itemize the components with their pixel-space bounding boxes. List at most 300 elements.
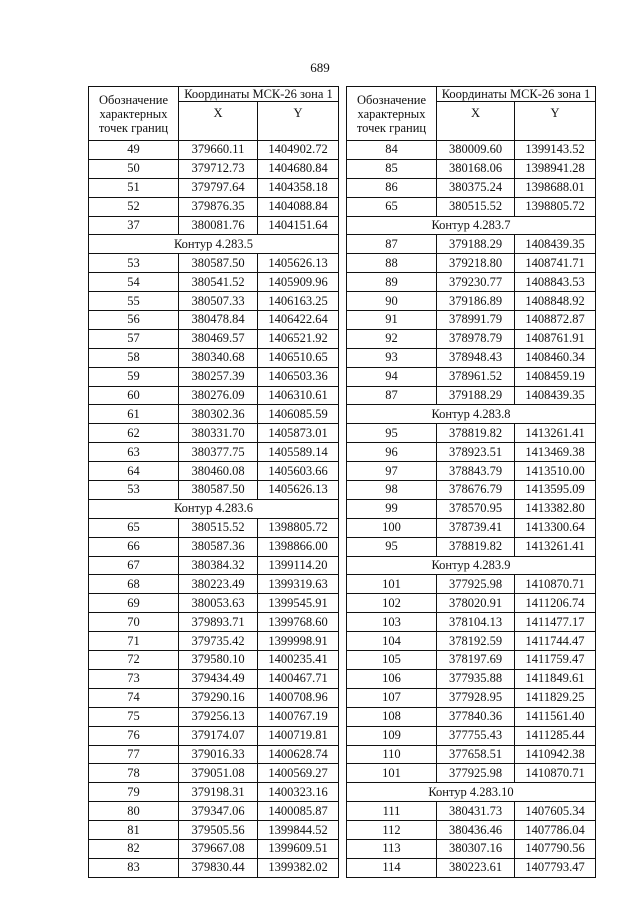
- point-number: 65: [347, 197, 437, 216]
- x-coordinate: 378739.41: [437, 518, 515, 537]
- table-row: [347, 518, 596, 537]
- point-number: 86: [347, 178, 437, 197]
- x-coordinate: 380257.39: [179, 367, 258, 386]
- table-row: [347, 292, 596, 311]
- y-coordinate: 1399998.91: [258, 632, 339, 651]
- table-row: [89, 821, 339, 840]
- table-row: [89, 443, 339, 462]
- x-coordinate: 379256.13: [179, 707, 258, 726]
- x-coordinate: 380081.76: [179, 216, 258, 235]
- point-number: 58: [89, 348, 179, 367]
- table-row: [89, 594, 339, 613]
- point-number: 62: [89, 424, 179, 443]
- point-number: 67: [89, 556, 179, 575]
- contour-row: [347, 216, 596, 235]
- table-row: [89, 178, 339, 197]
- point-number: 98: [347, 481, 437, 500]
- table-row: [89, 575, 339, 594]
- table-row: [89, 688, 339, 707]
- x-coordinate: 380302.36: [179, 405, 258, 424]
- table-row: [89, 764, 339, 783]
- x-coordinate: 378819.82: [437, 424, 515, 443]
- table-row: [89, 802, 339, 821]
- point-number: 104: [347, 632, 437, 651]
- y-coordinate: 1413595.09: [515, 481, 596, 500]
- x-coordinate: 380009.60: [437, 141, 515, 160]
- y-coordinate: 1408439.35: [515, 386, 596, 405]
- x-coordinate: 380469.57: [179, 329, 258, 348]
- y-coordinate: 1408741.71: [515, 254, 596, 273]
- y-coordinate: 1411849.61: [515, 669, 596, 688]
- x-coordinate: 380431.73: [437, 802, 515, 821]
- y-coordinate: 1410870.71: [515, 575, 596, 594]
- point-number: 96: [347, 443, 437, 462]
- table-row: [347, 613, 596, 632]
- x-coordinate: 379230.77: [437, 273, 515, 292]
- point-number: 81: [89, 821, 179, 840]
- header-coordinates: Координаты МСК-26 зона 1: [437, 87, 596, 102]
- contour-row: [347, 556, 596, 575]
- y-coordinate: 1406085.59: [258, 405, 339, 424]
- y-coordinate: 1398941.28: [515, 159, 596, 178]
- x-coordinate: 377840.36: [437, 707, 515, 726]
- table-row: [347, 424, 596, 443]
- point-number: 87: [347, 386, 437, 405]
- contour-row: [89, 499, 339, 518]
- table-row: [89, 462, 339, 481]
- x-coordinate: 378843.79: [437, 462, 515, 481]
- y-coordinate: 1411285.44: [515, 726, 596, 745]
- y-coordinate: 1411829.25: [515, 688, 596, 707]
- table-row: [347, 802, 596, 821]
- x-coordinate: 378991.79: [437, 311, 515, 330]
- y-coordinate: 1404680.84: [258, 159, 339, 178]
- table-row: [347, 745, 596, 764]
- table-row: [89, 613, 339, 632]
- point-number: 94: [347, 367, 437, 386]
- table-row: [89, 424, 339, 443]
- y-coordinate: 1400235.41: [258, 651, 339, 670]
- y-coordinate: 1413300.64: [515, 518, 596, 537]
- x-coordinate: 379188.29: [437, 386, 515, 405]
- point-number: 63: [89, 443, 179, 462]
- x-coordinate: 379667.08: [179, 839, 258, 858]
- y-coordinate: 1405626.13: [258, 481, 339, 500]
- y-coordinate: 1413469.38: [515, 443, 596, 462]
- y-coordinate: 1400467.71: [258, 669, 339, 688]
- contour-row: [347, 783, 596, 802]
- point-number: 112: [347, 821, 437, 840]
- x-coordinate: 380168.06: [437, 159, 515, 178]
- y-coordinate: 1406521.92: [258, 329, 339, 348]
- x-coordinate: 380587.36: [179, 537, 258, 556]
- point-number: 101: [347, 764, 437, 783]
- x-coordinate: 379660.11: [179, 141, 258, 160]
- x-coordinate: 380478.84: [179, 311, 258, 330]
- y-coordinate: 1405909.96: [258, 273, 339, 292]
- table-row: [347, 273, 596, 292]
- y-coordinate: 1405603.66: [258, 462, 339, 481]
- contour-row: [89, 235, 339, 254]
- contour-label: Контур 4.283.5: [89, 235, 339, 254]
- page-number: 689: [310, 60, 330, 75]
- table-row: [89, 329, 339, 348]
- point-number: 49: [89, 141, 179, 160]
- x-coordinate: 377925.98: [437, 575, 515, 594]
- point-number: 99: [347, 499, 437, 518]
- x-coordinate: 377935.88: [437, 669, 515, 688]
- point-number: 56: [89, 311, 179, 330]
- x-coordinate: 380223.49: [179, 575, 258, 594]
- point-number: 83: [89, 858, 179, 877]
- point-number: 66: [89, 537, 179, 556]
- y-coordinate: 1398866.00: [258, 537, 339, 556]
- point-number: 71: [89, 632, 179, 651]
- point-number: 90: [347, 292, 437, 311]
- x-coordinate: 378961.52: [437, 367, 515, 386]
- point-number: 68: [89, 575, 179, 594]
- point-number: 50: [89, 159, 179, 178]
- point-number: 105: [347, 651, 437, 670]
- table-row: [347, 688, 596, 707]
- x-coordinate: 379712.73: [179, 159, 258, 178]
- y-coordinate: 1406163.25: [258, 292, 339, 311]
- y-coordinate: 1399319.63: [258, 575, 339, 594]
- point-number: 88: [347, 254, 437, 273]
- point-number: 80: [89, 802, 179, 821]
- y-coordinate: 1411477.17: [515, 613, 596, 632]
- x-coordinate: 377928.95: [437, 688, 515, 707]
- y-coordinate: 1406510.65: [258, 348, 339, 367]
- x-coordinate: 379218.80: [437, 254, 515, 273]
- table-row: [89, 669, 339, 688]
- x-coordinate: 380515.52: [437, 197, 515, 216]
- y-coordinate: 1404902.72: [258, 141, 339, 160]
- table-row: [347, 348, 596, 367]
- point-number: 51: [89, 178, 179, 197]
- point-number: 53: [89, 481, 179, 500]
- point-number: 97: [347, 462, 437, 481]
- y-coordinate: 1407786.04: [515, 821, 596, 840]
- table-row: [89, 518, 339, 537]
- table-row: [89, 726, 339, 745]
- point-number: 102: [347, 594, 437, 613]
- table-body-left: [89, 141, 339, 878]
- header-coordinates: Координаты МСК-26 зона 1: [179, 87, 339, 102]
- point-number: 95: [347, 537, 437, 556]
- contour-label: Контур 4.283.10: [347, 783, 596, 802]
- x-coordinate: 377658.51: [437, 745, 515, 764]
- table-row: [347, 651, 596, 670]
- table-row: [347, 197, 596, 216]
- table-row: [347, 254, 596, 273]
- table-row: [89, 632, 339, 651]
- y-coordinate: 1399143.52: [515, 141, 596, 160]
- point-number: 111: [347, 802, 437, 821]
- point-number: 73: [89, 669, 179, 688]
- y-coordinate: 1398688.01: [515, 178, 596, 197]
- y-coordinate: 1399844.52: [258, 821, 339, 840]
- table-row: [89, 386, 339, 405]
- x-coordinate: 379830.44: [179, 858, 258, 877]
- x-coordinate: 378676.79: [437, 481, 515, 500]
- y-coordinate: 1408761.91: [515, 329, 596, 348]
- table-row: [89, 481, 339, 500]
- x-coordinate: 379188.29: [437, 235, 515, 254]
- x-coordinate: 380340.68: [179, 348, 258, 367]
- x-coordinate: 380375.24: [437, 178, 515, 197]
- y-coordinate: 1413261.41: [515, 424, 596, 443]
- table-row: [89, 311, 339, 330]
- point-number: 61: [89, 405, 179, 424]
- x-coordinate: 379016.33: [179, 745, 258, 764]
- x-coordinate: 378923.51: [437, 443, 515, 462]
- y-coordinate: 1411561.40: [515, 707, 596, 726]
- x-coordinate: 379198.31: [179, 783, 258, 802]
- x-coordinate: 380307.16: [437, 839, 515, 858]
- y-coordinate: 1408848.92: [515, 292, 596, 311]
- table-row: [89, 556, 339, 575]
- x-coordinate: 380053.63: [179, 594, 258, 613]
- y-coordinate: 1407790.56: [515, 839, 596, 858]
- y-coordinate: 1410942.38: [515, 745, 596, 764]
- x-coordinate: 379290.16: [179, 688, 258, 707]
- point-number: 110: [347, 745, 437, 764]
- point-number: 75: [89, 707, 179, 726]
- header-x: X: [437, 102, 515, 141]
- y-coordinate: 1407793.47: [515, 858, 596, 877]
- table-row: [89, 707, 339, 726]
- y-coordinate: 1404151.64: [258, 216, 339, 235]
- y-coordinate: 1406422.64: [258, 311, 339, 330]
- x-coordinate: 378192.59: [437, 632, 515, 651]
- y-coordinate: 1405873.01: [258, 424, 339, 443]
- x-coordinate: 380223.61: [437, 858, 515, 877]
- table-row: [347, 575, 596, 594]
- y-coordinate: 1407605.34: [515, 802, 596, 821]
- point-number: 79: [89, 783, 179, 802]
- x-coordinate: 379580.10: [179, 651, 258, 670]
- point-number: 53: [89, 254, 179, 273]
- x-coordinate: 378104.13: [437, 613, 515, 632]
- point-number: 107: [347, 688, 437, 707]
- table-row: [347, 329, 596, 348]
- point-number: 60: [89, 386, 179, 405]
- x-coordinate: 380587.50: [179, 481, 258, 500]
- point-number: 106: [347, 669, 437, 688]
- table-row: [347, 594, 596, 613]
- y-coordinate: 1398805.72: [515, 197, 596, 216]
- table-row: [347, 726, 596, 745]
- table-row: [347, 481, 596, 500]
- header-y: Y: [515, 102, 596, 141]
- y-coordinate: 1399114.20: [258, 556, 339, 575]
- point-number: 84: [347, 141, 437, 160]
- x-coordinate: 378948.43: [437, 348, 515, 367]
- table-row: [347, 367, 596, 386]
- x-coordinate: 380377.75: [179, 443, 258, 462]
- point-number: 70: [89, 613, 179, 632]
- table-row: [89, 367, 339, 386]
- x-coordinate: 377755.43: [437, 726, 515, 745]
- x-coordinate: 379174.07: [179, 726, 258, 745]
- y-coordinate: 1405626.13: [258, 254, 339, 273]
- y-coordinate: 1405589.14: [258, 443, 339, 462]
- x-coordinate: 380541.52: [179, 273, 258, 292]
- point-number: 37: [89, 216, 179, 235]
- point-number: 93: [347, 348, 437, 367]
- y-coordinate: 1400767.19: [258, 707, 339, 726]
- point-number: 57: [89, 329, 179, 348]
- point-number: 91: [347, 311, 437, 330]
- table-row: [347, 178, 596, 197]
- x-coordinate: 378819.82: [437, 537, 515, 556]
- y-coordinate: 1398805.72: [258, 518, 339, 537]
- point-number: 74: [89, 688, 179, 707]
- y-coordinate: 1408460.34: [515, 348, 596, 367]
- table-row: [347, 311, 596, 330]
- y-coordinate: 1413510.00: [515, 462, 596, 481]
- point-number: 54: [89, 273, 179, 292]
- y-coordinate: 1399545.91: [258, 594, 339, 613]
- table-row: [347, 764, 596, 783]
- y-coordinate: 1400708.96: [258, 688, 339, 707]
- y-coordinate: 1408439.35: [515, 235, 596, 254]
- table-row: [347, 839, 596, 858]
- table-row: [347, 821, 596, 840]
- table-row: [347, 858, 596, 877]
- point-number: 114: [347, 858, 437, 877]
- contour-label: Контур 4.283.7: [347, 216, 596, 235]
- point-number: 82: [89, 839, 179, 858]
- table-row: [347, 159, 596, 178]
- table-row: [89, 273, 339, 292]
- x-coordinate: 379797.64: [179, 178, 258, 197]
- table-row: [347, 141, 596, 160]
- x-coordinate: 380515.52: [179, 518, 258, 537]
- x-coordinate: 380276.09: [179, 386, 258, 405]
- x-coordinate: 380507.33: [179, 292, 258, 311]
- y-coordinate: 1400323.16: [258, 783, 339, 802]
- x-coordinate: 378570.95: [437, 499, 515, 518]
- y-coordinate: 1406310.61: [258, 386, 339, 405]
- point-number: 64: [89, 462, 179, 481]
- x-coordinate: 380587.50: [179, 254, 258, 273]
- header-designation: Обозначение характерных точек границ: [347, 87, 437, 141]
- y-coordinate: 1411744.47: [515, 632, 596, 651]
- table-row: [89, 745, 339, 764]
- x-coordinate: 379876.35: [179, 197, 258, 216]
- point-number: 85: [347, 159, 437, 178]
- table-row: [347, 537, 596, 556]
- y-coordinate: 1399768.60: [258, 613, 339, 632]
- table-row: [347, 235, 596, 254]
- x-coordinate: 378978.79: [437, 329, 515, 348]
- coordinates-table-right: [346, 86, 596, 878]
- point-number: 76: [89, 726, 179, 745]
- point-number: 77: [89, 745, 179, 764]
- point-number: 100: [347, 518, 437, 537]
- y-coordinate: 1404088.84: [258, 197, 339, 216]
- x-coordinate: 377925.98: [437, 764, 515, 783]
- y-coordinate: 1411206.74: [515, 594, 596, 613]
- table-row: [89, 141, 339, 160]
- table-row: [347, 462, 596, 481]
- table-row: [89, 858, 339, 877]
- x-coordinate: 380384.32: [179, 556, 258, 575]
- header-y: Y: [258, 102, 339, 141]
- point-number: 69: [89, 594, 179, 613]
- y-coordinate: 1400569.27: [258, 764, 339, 783]
- x-coordinate: 378020.91: [437, 594, 515, 613]
- point-number: 72: [89, 651, 179, 670]
- x-coordinate: 379347.06: [179, 802, 258, 821]
- point-number: 89: [347, 273, 437, 292]
- table-row: [89, 537, 339, 556]
- header-x: X: [179, 102, 258, 141]
- y-coordinate: 1413382.80: [515, 499, 596, 518]
- table-row: [89, 216, 339, 235]
- table-row: [347, 669, 596, 688]
- x-coordinate: 380436.46: [437, 821, 515, 840]
- table-row: [89, 651, 339, 670]
- table-row: [347, 499, 596, 518]
- table-row: [347, 632, 596, 651]
- x-coordinate: 380460.08: [179, 462, 258, 481]
- x-coordinate: 379735.42: [179, 632, 258, 651]
- table-row: [89, 348, 339, 367]
- contour-row: [347, 405, 596, 424]
- coordinates-table-left: [88, 86, 339, 878]
- y-coordinate: 1404358.18: [258, 178, 339, 197]
- contour-label: Контур 4.283.9: [347, 556, 596, 575]
- table-row: [347, 443, 596, 462]
- table-row: [89, 783, 339, 802]
- y-coordinate: 1406503.36: [258, 367, 339, 386]
- table-row: [347, 707, 596, 726]
- point-number: 109: [347, 726, 437, 745]
- point-number: 113: [347, 839, 437, 858]
- contour-label: Контур 4.283.6: [89, 499, 339, 518]
- contour-label: Контур 4.283.8: [347, 405, 596, 424]
- x-coordinate: 379893.71: [179, 613, 258, 632]
- table-row: [89, 159, 339, 178]
- x-coordinate: 379186.89: [437, 292, 515, 311]
- x-coordinate: 379051.08: [179, 764, 258, 783]
- point-number: 108: [347, 707, 437, 726]
- table-row: [89, 405, 339, 424]
- table-row: [89, 292, 339, 311]
- point-number: 103: [347, 613, 437, 632]
- y-coordinate: 1413261.41: [515, 537, 596, 556]
- y-coordinate: 1400085.87: [258, 802, 339, 821]
- y-coordinate: 1399609.51: [258, 839, 339, 858]
- y-coordinate: 1399382.02: [258, 858, 339, 877]
- table-body-right: [347, 141, 596, 878]
- header-designation: Обозначение характерных точек границ: [89, 87, 179, 141]
- y-coordinate: 1408843.53: [515, 273, 596, 292]
- point-number: 92: [347, 329, 437, 348]
- y-coordinate: 1400628.74: [258, 745, 339, 764]
- x-coordinate: 378197.69: [437, 651, 515, 670]
- point-number: 55: [89, 292, 179, 311]
- table-row: [89, 839, 339, 858]
- point-number: 95: [347, 424, 437, 443]
- point-number: 59: [89, 367, 179, 386]
- table-row: [347, 386, 596, 405]
- point-number: 87: [347, 235, 437, 254]
- y-coordinate: 1400719.81: [258, 726, 339, 745]
